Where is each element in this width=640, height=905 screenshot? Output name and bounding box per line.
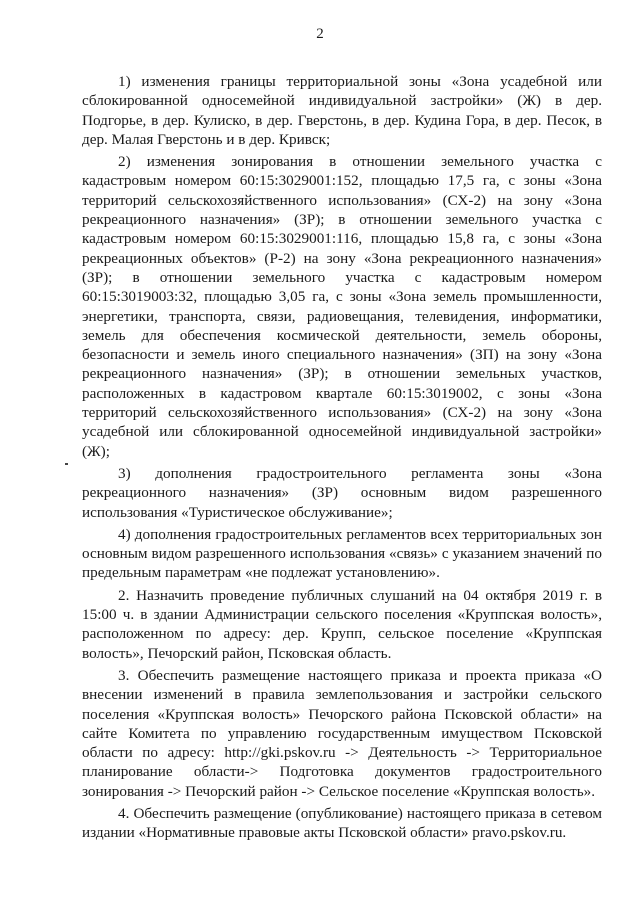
paragraph-zoning-change: 2) изменения зонирования в отношении земельного участка с кадастровым номером 60:15:3029001:152, площадью 17,5 га, с зоны «Зона территорий сельскохозяйственного использования» (СХ-2) на зону «Зона рекреационного назначения» (ЗР); в отношении земельного участка с кадастровым номером 60:15:3029001:116, площадью 15,8 га, с зоны «Зона рекреационных объектов» (Р-2) на зону «Зона рекреационного назначения» (ЗР); в отношении земельного участка с кадастровым номером 60:15:3019003:32, площадью 3,05 га, с зоны «Зона земель промышленности, энергетики, транспорта, связи, радиовещания, телевидения, информатики, земель для обеспечения космической деятельности, земель обороны, безопасности и земель иного специального назначения» (ЗП) на зону «Зона рекреационного назначения» (ЗР); в отношении земельных участков, расположенных в кадастровом квартале 60:15:3019002, с зоны «Зона территорий сельскохозяйственного использования» (СХ-2) на зону «Зона усадебной или сблокированной односемейной индивидуальной застройки» (Ж);: [82, 153, 602, 460]
paragraph-website-publication: 3. Обеспечить размещение настоящего приказа и проекта приказа «О внесении изменений в правила землепользования и застройки сельского поселения «Круппская волость» Печорского района Псковской области» на сайте Комитета по управлению государственным имуществом Псковской области по адресу: http://gki.pskov.ru -> Деятельность -> Территориальное планирование области-> Подготовка документов градостроительного зонирования -> Печорский район -> Сельское поселение «Круппская волость».: [82, 666, 602, 800]
paragraph-online-publication: 4. Обеспечить размещение (опубликование) настоящего приказа в сетевом издании «Нормативные правовые акты Псковской области» pravo.pskov.ru.: [82, 804, 602, 842]
document-body: [82, 72, 602, 843]
scan-mark: [65, 463, 68, 465]
paragraph-recreation-regulation: 3) дополнения градостроительного регламента зоны «Зона рекреационного назначения» (ЗР) основным видом разрешенного использования «Туристическое обслуживание»;: [82, 464, 602, 521]
paragraph-zone-boundary-change: 1) изменения границы территориальной зоны «Зона усадебной или сблокированной односемейной индивидуальной застройки» (Ж) в дер. Подгорье, в дер. Кулиско, в дер. Гверстонь, в дер. Кудина Гора, в дер. Песок, в дер. Малая Гверстонь и в дер. Кривск;: [82, 73, 602, 148]
paragraph-communication-regulation: 4) дополнения градостроительных регламентов всех территориальных зон основным видом разрешенного использования «связь» с указанием значений по предельным параметрам «не подлежат установлению».: [82, 525, 602, 582]
page-number: 2: [316, 26, 324, 42]
paragraph-public-hearings: 2. Назначить проведение публичных слушаний на 04 октября 2019 г. в 15:00 ч. в здании Администрации сельского поселения «Круппская волость», расположенном по адресу: дер. Крупп, сельское поселение «Круппская волость», Печорский район, Псковская область.: [82, 586, 602, 662]
